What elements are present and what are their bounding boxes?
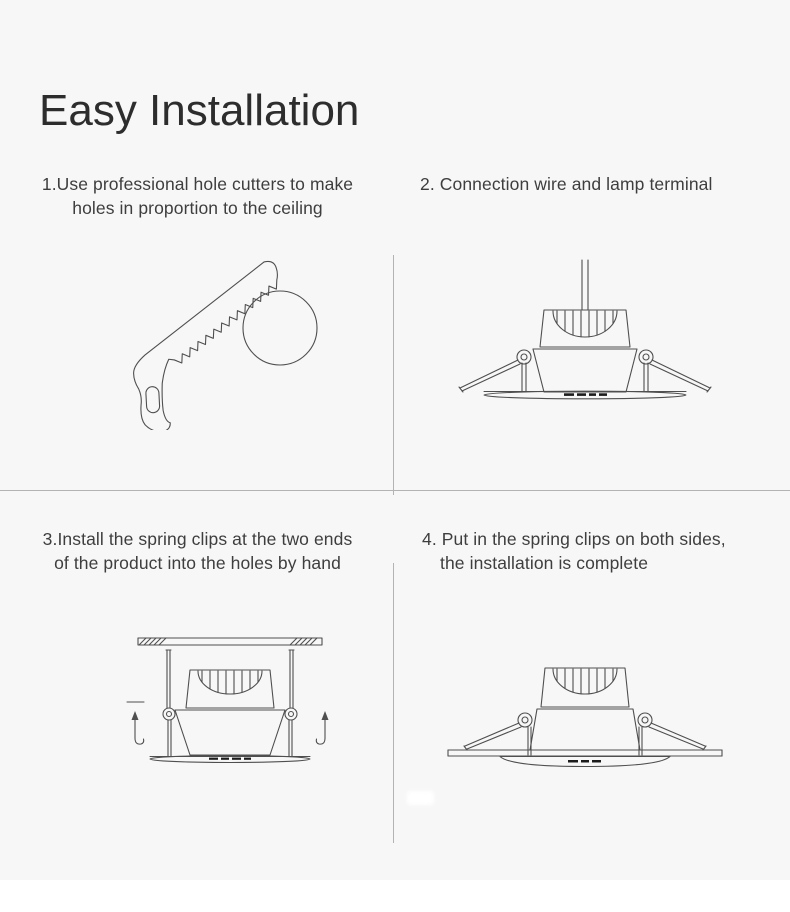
- lamp-aperture-detail: [209, 758, 218, 760]
- step-2-caption-line-1: 2. Connection wire and lamp terminal: [420, 174, 713, 194]
- heat-sink: [541, 668, 629, 707]
- trim-ring: [150, 756, 310, 763]
- hole-saw-drawing: [95, 250, 335, 430]
- step-2-caption: [420, 172, 788, 196]
- left-spring-clip: [459, 350, 531, 392]
- left-spring-clip-resting: [464, 713, 532, 755]
- hand-saw: [111, 258, 314, 430]
- cut-hole-circle: [243, 291, 317, 365]
- power-wire: [582, 260, 588, 310]
- vertical-divider-bottom: [393, 563, 394, 843]
- right-spring-clip-folded-up: [285, 650, 297, 756]
- left-spring-clip-folded-up: [163, 650, 175, 756]
- downlight-installed-drawing: [440, 658, 740, 773]
- step-1-caption-line-1: 1.Use professional hole cutters to make: [41, 174, 354, 194]
- trim-ring: [500, 757, 670, 767]
- lamp-aperture-detail: [564, 393, 574, 396]
- ceiling-hatch-right: [290, 638, 317, 645]
- downlight-clips-up-drawing: [110, 628, 370, 778]
- step-2-illustration: [445, 258, 735, 403]
- ceiling-cutout-panel: [138, 638, 322, 645]
- right-spring-clip-resting: [638, 713, 706, 755]
- step-4-caption-line-1: 4. Put in the spring clips on both sides,: [422, 529, 726, 549]
- heat-sink: [186, 670, 274, 708]
- bottom-white-strip: [0, 880, 790, 912]
- ceiling-plane: [448, 750, 722, 756]
- horizontal-divider: [0, 490, 790, 491]
- downlight-wire-drawing: [445, 258, 735, 403]
- lamp-body: [530, 709, 640, 750]
- step-3-caption: [0, 527, 395, 575]
- right-spring-clip: [639, 350, 711, 392]
- lamp-body: [175, 710, 285, 755]
- step-3-caption-line-1: 3.Install the spring clips at the two ends: [42, 529, 353, 549]
- heat-sink-fins: [553, 311, 617, 337]
- push-up-arrow-right: [316, 711, 328, 744]
- saw-handle-grip-hole: [146, 386, 160, 413]
- step-4-caption-line-2: the installation is complete: [440, 553, 649, 573]
- lamp-body: [533, 349, 637, 392]
- saw-outline: [111, 258, 314, 430]
- ceiling-hatch-left: [139, 638, 166, 645]
- lamp-aperture-detail: [568, 760, 578, 763]
- push-up-arrow-left: [127, 702, 144, 744]
- white-watermark-patch: [407, 791, 434, 805]
- page-title: Easy Installation: [39, 86, 360, 135]
- vertical-divider-top: [393, 255, 394, 495]
- step-3-caption-line-2: of the product into the holes by hand: [54, 553, 341, 573]
- step-1-illustration: [95, 250, 335, 430]
- step-4-illustration: [440, 658, 740, 773]
- step-3-illustration: [110, 628, 370, 778]
- heat-sink-fins: [198, 671, 262, 694]
- step-1-caption-line-2: holes in proportion to the ceiling: [72, 198, 323, 218]
- step-1-caption: [0, 172, 395, 220]
- step-4-caption: [422, 527, 788, 575]
